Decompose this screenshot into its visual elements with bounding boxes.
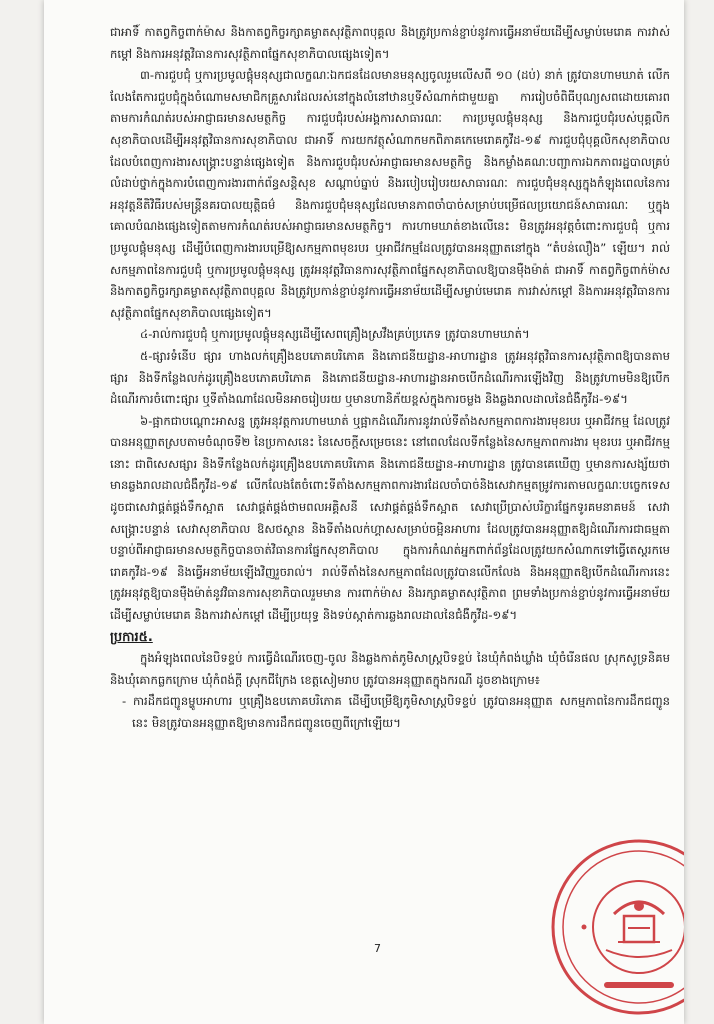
paragraph-item-5: ៥-ផ្សារទំនើប ផ្សារ ហាងលក់គ្រឿងឧបភោគបរិភោគ និងភោជនីយដ្ឋាន-អាហារដ្ឋាន ត្រូវអនុវត្តវិធានការសុវត្ថិភាពឱ្យបានតាមផ្សារ និងទីកន្លែងលក់ដូរគ្រឿងឧបភោគបរិភោគ និងភោជនីយដ្ឋាន-អាហារដ្ឋានអាចបើកដំណើរការឡើងវិញ និងត្រូវហាមមិនឱ្យបើកដំណើរការចំពោះផ្សារ ឬទីតាំងណាដែលមិនអាចរៀបរយ ឬមានហានិភ័យខ្ពស់ក្នុងការចម្លង និងឆ្លងរាលដាលនៃជំងឺកូវីដ-១៩។ bbox=[110, 348, 670, 407]
article-heading: ប្រការ៥. bbox=[110, 629, 153, 645]
document-body bbox=[110, 22, 670, 735]
paragraph-item-3: ៣-ការជួបជុំ ឬការប្រមូលផ្ដុំមនុស្សជាលក្ខណៈឯកជនដែលមានមនុស្សចូលរួមលើសពី ១០ (ដប់) នាក់ ត្រូវបានហាមឃាត់ លើកលែងតែការជួបជុំក្នុងចំណោមសមាជិកគ្រួសារដែលរស់នៅក្នុងលំនៅឋានឬទីសំណាក់ជាមួយគ្នា ការរៀបចំពិធីបុណ្យសពដោយគោរពតាមការកំណត់របស់អាជ្ញាធរមានសមត្ថកិច្ច ការជួបជុំរបស់អង្គការសាធារណៈ ការប្រមូលផ្ដុំមនុស្ស និងការជួបជុំរបស់បុគ្គលិកសុខាភិបាលដើម្បីអនុវត្តវិធានការសុខាភិបាល ជាអាទិ៍ ការយកវត្ថុសំណាកមកពិភាគកេមេរោគកូវីដ-១៩ ការជួបជុំបុគ្គលិកសុខាភិបាលដែលបំពេញការងារសង្គ្រោះបន្ទាន់ផ្សេងទៀត និងការជួបជុំរបស់អាជ្ញាធរមានសមត្ថកិច្ច និងកម្លាំងគណៈបញ្ជាការឯកភាពរដ្ឋបាលគ្រប់លំដាប់ថ្នាក់ក្នុងការបំពេញការងារពាក់ព័ន្ធសន្តិសុខ សណ្ដាប់ធ្នាប់ និងរបៀបរៀបរយសាធារណៈ ការជួបជុំមនុស្សក្នុងកំឡុងពេលនៃការអនុវត្តនីតិវិធីរបស់មន្ត្រីនគរបាលយុត្តិធម៌ និងការជួបជុំមនុស្សដែលមានភាពចាំបាច់សម្រាប់បម្រើផលប្រយោជន៍សាធារណៈ ឬក្នុងគោលបំណងផ្សេងទៀតតាមការកំណត់របស់អាជ្ញាធរមានសមត្ថកិច្ច។ ការហាមឃាត់ខាងលើនេះ មិនត្រូវអនុវត្តចំពោះការជួបជុំ ឬការប្រមូលផ្ដុំមនុស្ស ដើម្បីបំពេញការងារបម្រើឱ្យសកម្មភាពមុខរបរ ឬអាជីវកម្មដែលត្រូវបានអនុញ្ញាតនៅក្នុង “តំបន់លឿង” ឡើយ។ រាល់សកម្មភាពនៃការជួបជុំ ឬការប្រមូលផ្ដុំមនុស្ស ត្រូវអនុវត្តវិធានការសុវត្ថិភាពផ្នែកសុខាភិបាលឱ្យបានម៉ឺងម៉ាត់ ជាអាទិ៍ កាតព្វកិច្ចពាក់ម៉ាស និងកាតព្វកិច្ចរក្សាគម្លាតសុវត្ថិភាពបុគ្គល និងត្រូវប្រកាន់ខ្ជាប់នូវការធ្វើអនាម័យដើម្បីសម្លាប់មេរោគ ការវាស់កម្ដៅ និងការអនុវត្តវិធានការសុវត្ថិភាពផ្នែកសុខាភិបាលផ្សេងទៀត។ bbox=[110, 68, 670, 320]
official-seal-icon bbox=[544, 832, 684, 1022]
page-number: 7 bbox=[374, 942, 381, 955]
bullet-item: - ការដឹកជញ្ជូនម្ហូបអាហារ ឬគ្រឿងឧបភោគបរិភោគ ដើម្បីបម្រើឱ្យភូមិសាស្ត្របិទខ្ទប់ ត្រូវបានអនុញ្ញាត សកម្មភាពនៃការដឹកជញ្ជូននេះ មិនត្រូវបានអនុញ្ញាតឱ្យមានការដឹកជញ្ជូនចេញពីក្រៅឡើយ។ bbox=[122, 694, 670, 730]
paragraph-item-6: ៦-ផ្អាកជាបណ្ដោះអាសន្ន ត្រូវអនុវត្តការហាមឃាត់ ឬផ្អាកដំណើរការនូវរាល់ទីតាំងសកម្មភាពការងារមុខរបរ ឬអាជីវកម្ម ដែលត្រូវបានអនុញ្ញាតស្របតាមចំណុចទី២ នៃប្រកាសនេះ នៃសេចក្ដីសម្រេចនេះ នៅពេលដែលទីកន្លែងនៃសកម្មភាពការងារ មុខរបរ ឬអាជីវកម្មនោះ ជាពិសេសផ្សារ និងទីកន្លែងលក់ដូរគ្រឿងឧបភោគបរិភោគ និងភោជនីយដ្ឋាន-អាហារដ្ឋាន ត្រូវបានគេឃើញ ឬមានការសង្ស័យថាមានឆ្លងរាលដាលជំងឺកូវីដ-១៩ លើកលែងតែចំពោះទីតាំងសកម្មភាពការងារដែលចាំបាច់និងសេវាកម្មតម្រូវការតាមលក្ខណៈបច្ចេកទេស ដូចជាសេវាផ្គត់ផ្គង់ទឹកស្អាត សេវាផ្គត់ផ្គង់ថាមពលអគ្គិសនី សេវាផ្គត់ផ្គង់ទឹកស្អាត សេវាប្រើប្រាស់បរិក្ខារផ្នែកទូរគមនាគមន៍ សេវាសង្គ្រោះបន្ទាន់ សេវាសុខាភិបាល ឱសថស្ថាន និងទីតាំងលក់ហ្គាសសម្រាប់ចម្អិនអាហារ ដែលត្រូវបានអនុញ្ញាតឱ្យដំណើរការជាធម្មតា បន្ទាប់ពីអាជ្ញាធរមានសមត្ថកិច្ចបានចាត់វិធានការផ្នែកសុខាភិបាល ក្នុងការកំណត់អ្នកពាក់ព័ន្ធដែលត្រូវយកសំណាកទៅធ្វើតេស្តរកមេរោគកូវីដ-១៩ និងធ្វើអនាម័យឡើងវិញរួចរាល់។ រាល់ទីតាំងនៃសកម្មភាពដែលត្រូវបានលើកលែង និងអនុញ្ញាតឱ្យបើកដំណើរការនេះ ត្រូវអនុវត្តឱ្យបានម៉ឺងម៉ាត់នូវវិធានការសុខាភិបាលរួមមាន ការពាក់ម៉ាស និងរក្សាគម្លាតសុវត្ថិភាព ព្រមទាំងប្រកាន់ខ្ជាប់នូវការធ្វើអនាម័យដើម្បីសម្លាប់មេរោគ និងការវាស់កម្ដៅ ដើម្បីប្រយុទ្ធ និងទប់ស្កាត់ការឆ្លងរាលដាលនៃជំងឺកូវីដ-១៩។ bbox=[110, 413, 670, 623]
paragraph-item-4: ៤-រាល់ការជួបជុំ ឬការប្រមូលផ្ដុំមនុស្សដើម្បីសេពគ្រឿងស្រវឹងគ្រប់ប្រភេទ ត្រូវបានហាមឃាត់។ bbox=[140, 327, 530, 342]
paragraph-1: ជាអាទិ៍ កាតព្វកិច្ចពាក់ម៉ាស និងកាតព្វកិច្ចរក្សាគម្លាតសុវត្ថិភាពបុគ្គល និងត្រូវប្រកាន់ខ្ជាប់នូវការធ្វើអនាម័យដើម្បីសម្លាប់មេរោគ ការវាស់កម្ដៅ និងការអនុវត្តវិធានការសុវត្ថិភាពផ្នែកសុខាភិបាលផ្សេងទៀត។ bbox=[110, 25, 670, 61]
document-page bbox=[44, 0, 684, 1024]
closing-paragraph: ក្នុងអំឡុងពេលនៃបិទខ្ទប់ ការធ្វើដំណើរចេញ-ចូល និងឆ្លងកាត់ភូមិសាស្ត្របិទខ្ទប់ នៃឃុំកំពង់ឃ្លាំង ឃុំចំរើនផល ស្រុកសូទ្រនិគម និងឃុំគោកធ្លកក្រោម ឃុំកំពង់ក្ដី ស្រុកជីក្រែង ខេត្តសៀមរាប ត្រូវបានអនុញ្ញាតក្នុងករណី ដូចខាងក្រោម៖ bbox=[110, 651, 670, 687]
